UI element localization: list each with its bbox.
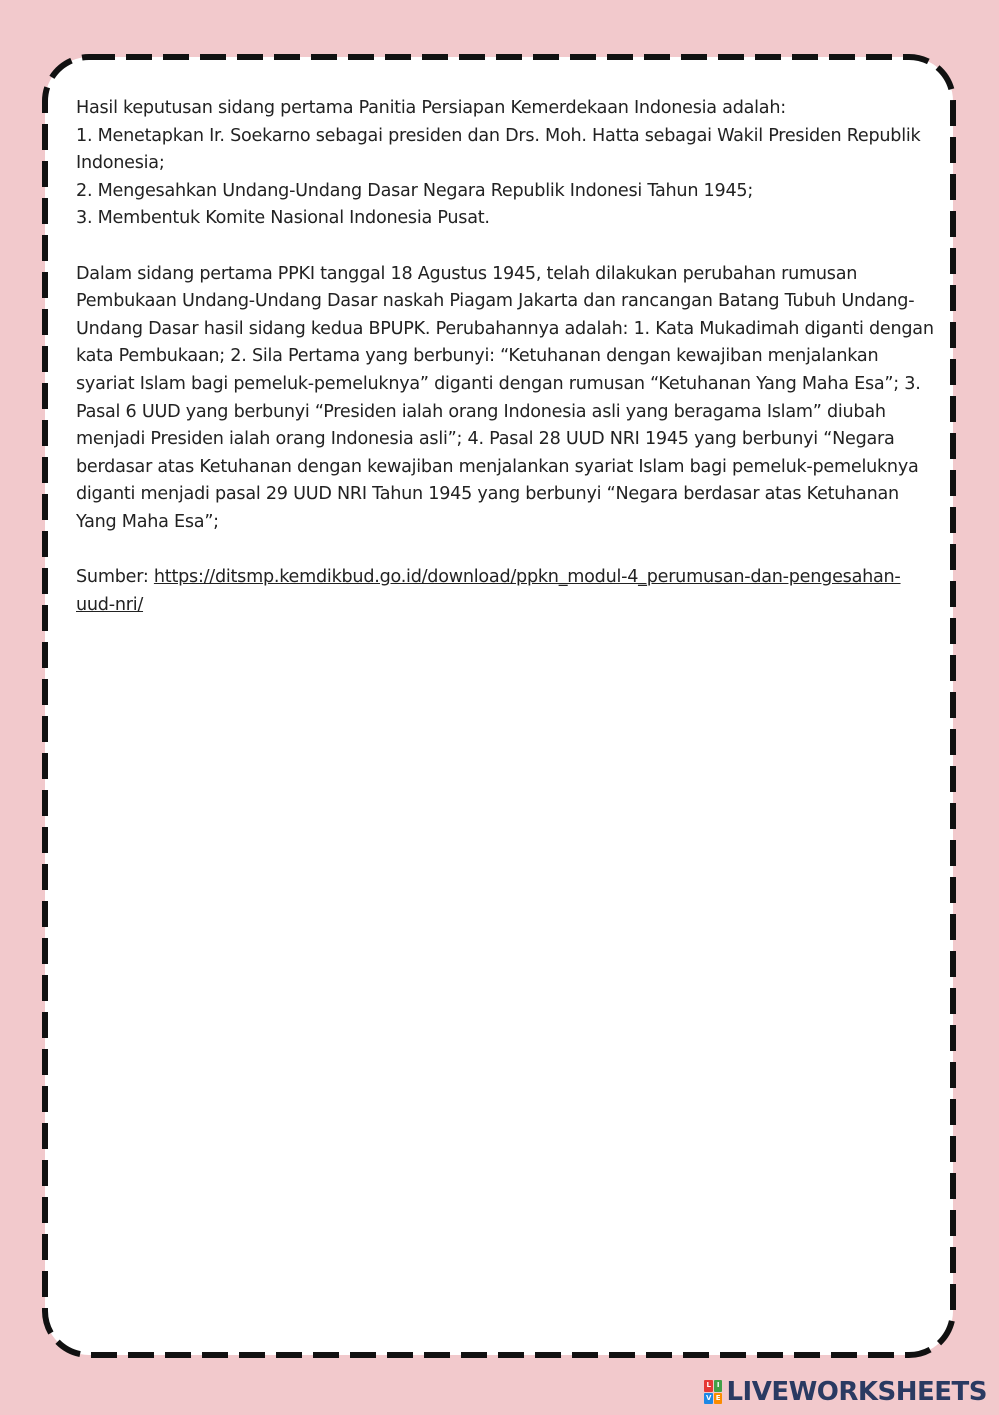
paragraph-spacer	[76, 537, 938, 565]
source-link[interactable]: https://ditsmp.kemdikbud.go.id/download/ppkn_modul-4_perumusan-dan-pengesahan-uud-nri/	[76, 567, 901, 615]
source-line	[76, 564, 938, 619]
liveworksheets-brand	[704, 1377, 987, 1407]
decision-item-1: 1. Menetapkan Ir. Soekarno sebagai presiden dan Drs. Moh. Hatta sebagai Wakil Presiden Republik Indonesia;	[76, 125, 921, 174]
logo-letter-v: V	[704, 1393, 713, 1405]
decision-item-2: 2. Mengesahkan Undang-Undang Dasar Negara Republik Indonesi Tahun 1945;	[76, 180, 754, 201]
ppki-changes-paragraph: Dalam sidang pertama PPKI tanggal 18 Agustus 1945, telah dilakukan perubahan rumusan Pembukaan Undang-Undang Dasar naskah Piagam Jakarta dan rancangan Batang Tubuh Undang-Undang Dasar hasil sidang kedua BPUPK. Perubahannya adalah: 1. Kata Mukadimah diganti dengan kata Pembukaan; 2. Sila Pertama yang berbunyi: “Ketuhanan dengan kewajiban menjalankan syariat Islam bagi pemeluk-pemeluknya” diganti dengan rumusan “Ketuhanan Yang Maha Esa”; 3. Pasal 6 UUD yang berbunyi “Presiden ialah orang Indonesia asli yang beragama Islam” diubah menjadi Presiden ialah orang Indonesia asli”; 4. Pasal 28 UUD NRI 1945 yang berbunyi “Negara berdasar atas Ketuhanan dengan kewajiban menjalankan syariat Islam bagi pemeluk-pemeluknya diganti menjadi pasal 29 UUD NRI Tahun 1945 yang berbunyi “Negara berdasar atas Ketuhanan Yang Maha Esa”;	[76, 263, 934, 532]
source-label: Sumber:	[76, 567, 154, 588]
logo-letter-i: I	[714, 1380, 723, 1392]
worksheet-text	[76, 95, 938, 619]
brand-name: LIVEWORKSHEETS	[726, 1377, 987, 1407]
decision-intro: Hasil keputusan sidang pertama Panitia Persiapan Kemerdekaan Indonesia adalah:	[76, 98, 786, 118]
logo-letter-l: L	[704, 1380, 713, 1392]
paragraph-spacer	[76, 233, 938, 261]
logo-letter-e: E	[714, 1393, 723, 1405]
decision-item-3: 3. Membentuk Komite Nasional Indonesia Pusat.	[76, 208, 490, 229]
liveworksheets-logo-icon	[704, 1380, 722, 1404]
